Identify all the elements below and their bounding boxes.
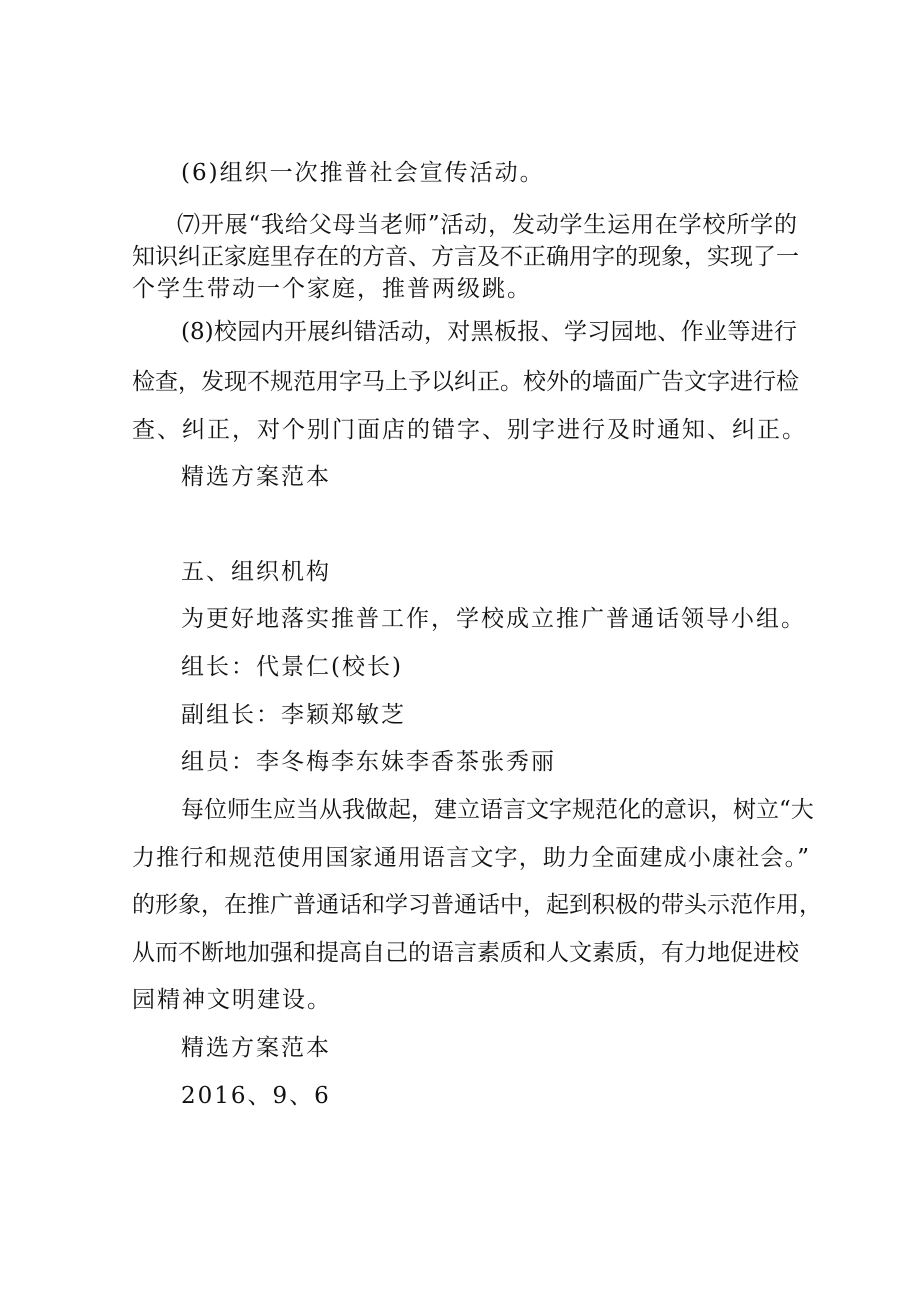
item-8-line-2: 检查，发现不规范用字马上予以纠正。校外的墙面广告文字进行检 [132,369,799,395]
item-7-line-1: ⑺开展“我给父母当老师”活动，发动学生运用在学校所学的 [177,212,797,238]
item-8-line-3: 查、纠正，对个别门面店的错字、别字进行及时通知、纠正。 [132,417,807,443]
group-deputy: 副组长：李颖郑敏芝 [181,702,406,728]
closing-para-line-1: 每位师生应当从我做起，建立语言文字规范化的意识，树立“大 [181,797,814,823]
group-members: 组员：李冬梅李东妹李香茶张秀丽 [181,749,556,775]
document-date: 2016、9、6 [181,1083,331,1109]
item-8-line-1: (8)校园内开展纠错活动，对黑板报、学习园地、作业等进行 [181,319,797,345]
footer-tag: 精选方案范本 [181,464,331,490]
section-heading: 五、组织机构 [181,559,331,585]
footer-tag: 精选方案范本 [181,1035,331,1061]
item-7-line-2: 知识纠正家庭里存在的方音、方言及不正确用字的现象，实现了一 [132,244,799,270]
section-intro: 为更好地落实推普工作，学校成立推广普通话领导小组。 [181,606,806,632]
closing-para-line-3: 的形象，在推广普通话和学习普通话中，起到积极的带头示范作用， [132,892,822,918]
closing-para-line-5: 园精神文明建设。 [132,987,332,1013]
item-7-line-3: 个学生带动一个家庭，推普两级跳。 [132,276,532,302]
closing-para-line-4: 从而不断地加强和提高自己的语言素质和人文素质，有力地促进校 [132,940,799,966]
closing-para-line-2: 力推行和规范使用国家通用语言文字，助力全面建成小康社会。” [132,845,809,871]
item-6: (6)组织一次推普社会宣传活动。 [181,160,545,186]
group-leader: 组长：代景仁(校长) [181,654,403,680]
